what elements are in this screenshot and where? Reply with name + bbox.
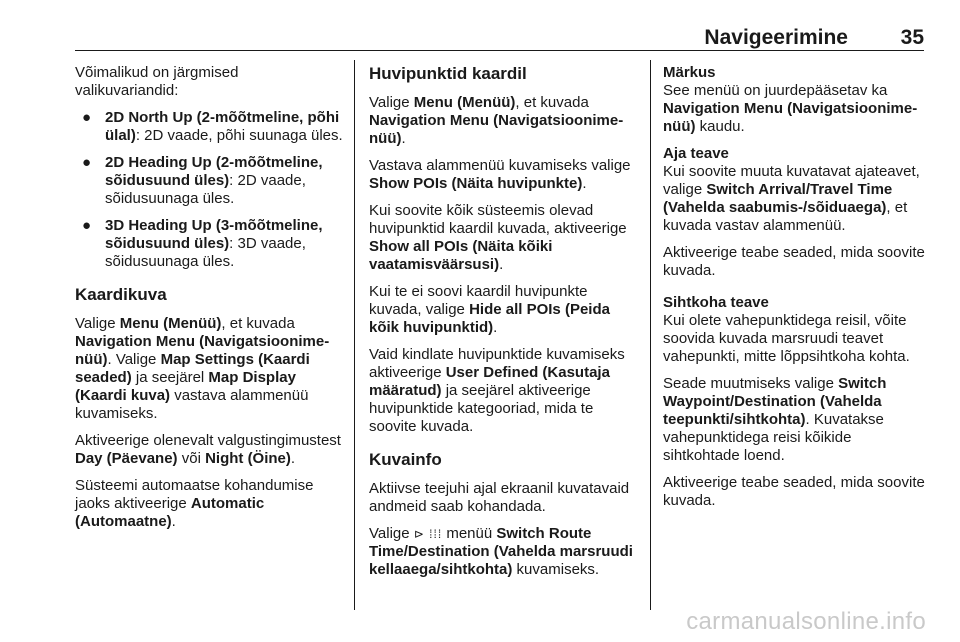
paragraph: Valige ⊳ ⁞⁞⁞ menüü Switch Route Time/Destination (Vahelda marsruudi kellaaega/sihtkohta) kuvamiseks. xyxy=(369,525,633,578)
section-heading: Kaardikuva xyxy=(75,285,167,304)
note-heading: Märkus xyxy=(663,64,716,81)
paragraph: Aktiivse teejuhi ajal ekraanil kuvatavaid andmeid saab kohandada. xyxy=(369,480,630,515)
section-heading: Kuvainfo xyxy=(369,450,442,469)
option-desc: : 2D vaade, sõidusuunaga üles. xyxy=(105,172,306,207)
option-name: 3D Heading Up (3-mõõtmeline, sõidusuund üles) xyxy=(105,217,323,252)
bullet-icon: ● xyxy=(82,217,92,234)
section-heading: Huvipunktid kaardil xyxy=(369,64,527,83)
list-item xyxy=(75,217,343,271)
option-desc: : 3D vaade, sõidusuunaga üles. xyxy=(105,235,306,270)
subsection-heading: Aja teave xyxy=(663,145,729,162)
paragraph: Vaid kindlate huvipunktide kuvamiseks aktiveerige User Defined (Kasutaja määratud) ja seejärel aktiveerige huvipunktide kategooriad, mida te soovite kuvada. xyxy=(369,346,625,435)
view-options-list xyxy=(75,109,343,271)
column-3 xyxy=(663,64,928,519)
page-header xyxy=(75,24,924,51)
watermark: carmanualsonline.info xyxy=(686,608,926,635)
paragraph: Kui olete vahepunktidega reisil, võite soovida kuvada marsruudi teavet vahepunkti, mitte lõppsihtkoha kohta. xyxy=(663,312,910,365)
paragraph: Aktiveerige teabe seaded, mida soovite kuvada. xyxy=(663,244,925,279)
paragraph: Süsteemi automaatse kohandumise jaoks aktiveerige Automatic (Automaatne). xyxy=(75,477,314,530)
paragraph: Seade muutmiseks valige Switch Waypoint/Destination (Vahelda teepunkti/sihtkohta). Kuvatakse vahepunktidega reisi kõikide sihtkohtade loend. xyxy=(663,375,887,464)
bullet-icon: ● xyxy=(82,109,92,126)
bullet-icon: ● xyxy=(82,154,92,171)
subsection-heading: Sihtkoha teave xyxy=(663,294,769,311)
paragraph: Aktiveerige olenevalt valgustingimustest Day (Päevane) või Night (Öine). xyxy=(75,432,341,467)
column-divider xyxy=(650,60,651,610)
paragraph: Kui te ei soovi kaardil huvipunkte kuvada, valige Hide all POIs (Peida kõik huvipunktid). xyxy=(369,283,610,336)
column-1 xyxy=(75,64,343,540)
paragraph: Kui soovite muuta kuvatavat ajateavet, valige Switch Arrival/Travel Time (Vahelda saabumis-/sõiduaega), et kuvada vastav alammenüü. xyxy=(663,163,920,234)
paragraph: Valige Menu (Menüü), et kuvada Navigation Menu (Navigatsioonime-nüü). Valige Map Settings (Kaardi seaded) ja seejärel Map Display (Kaardi kuva) vastava alammenüü kuvamiseks. xyxy=(75,315,330,422)
list-item xyxy=(75,109,343,145)
paragraph: Valige Menu (Menüü), et kuvada Navigation Menu (Navigatsioonime-nüü). xyxy=(369,94,624,147)
paragraph: Aktiveerige teabe seaded, mida soovite kuvada. xyxy=(663,474,925,509)
navigation-menu-icon: ⊳ ⁞⁞⁞ xyxy=(413,527,443,541)
intro-text: Võimalikud on järgmised valikuvariandid: xyxy=(75,64,239,99)
option-name: 2D North Up (2-mõõtmeline, põhi ülal) xyxy=(105,109,340,144)
page-title: Navigeerimine xyxy=(704,26,848,49)
column-divider xyxy=(354,60,355,610)
page-number: 35 xyxy=(900,26,924,49)
paragraph: Vastava alammenüü kuvamiseks valige Show POIs (Näita huvipunkte). xyxy=(369,157,631,192)
option-desc: : 2D vaade, põhi suunaga üles. xyxy=(135,127,343,144)
list-item xyxy=(75,154,343,208)
option-name: 2D Heading Up (2-mõõtmeline, sõidusuund üles) xyxy=(105,154,323,189)
column-2 xyxy=(369,64,639,588)
note-text: See menüü on juurdepääsetav ka Navigation Menu (Navigatsioonime-nüü) kaudu. xyxy=(663,82,918,135)
paragraph: Kui soovite kõik süsteemis olevad huvipunktid kaardil kuvada, aktiveerige Show all POIs (Näita kõiki vaatamisväärsusi). xyxy=(369,202,627,273)
